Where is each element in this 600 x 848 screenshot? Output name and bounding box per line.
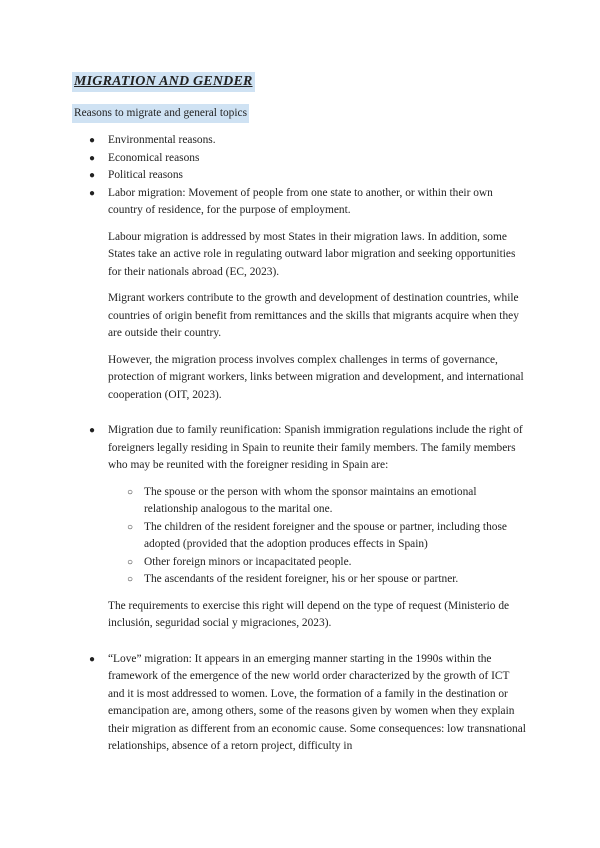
list-item [72,571,528,589]
bullet-icon: ● [89,187,96,199]
list-item [72,185,528,220]
list-item-text: Environmental reasons. [108,134,216,146]
list-item [72,651,528,756]
reasons-list [72,132,528,220]
bullet-icon: ● [89,152,96,164]
list-item-text: “Love” migration: It appears in an emerging manner starting in the 1990s within the framework of the emergence of the new world order characterized by the growth of ICT and it is most addressed to women. Love, the formation of a family in the destination or emancipation are, among others, some of the reasons given by women when they explain their migration as different from an economic cause. Some consequences: low transnational relationships, absence of a retorn project, difficulty in [108,652,526,752]
bullet-icon: ● [89,135,96,146]
paragraph: The requirements to exercise this right will depend on the type of request (Ministerio de inclusión, seguridad social y migraciones, 2023). [108,599,510,629]
sub-bullet-icon: ○ [127,486,134,498]
paragraph: However, the migration process involves complex challenges in terms of governance, protection of migrant workers, links between migration and development, and international cooperation (OIT, 2023). [108,353,524,401]
list-item [72,519,528,554]
love-migration-list [72,651,528,756]
list-item-text: The children of the resident foreigner and the spouse or partner, including those adopted (provided that the adoption produces effects in Spain) [144,520,507,550]
family-list [72,422,528,475]
document-title: MIGRATION AND GENDER [72,72,255,92]
list-item [72,554,528,572]
sub-bullet-icon: ○ [127,556,134,568]
bullet-icon: ● [89,170,96,181]
paragraph: Migrant workers contribute to the growth and development of destination countries, while countries of origin benefit from remittances and the skills that migrants acquire when they are outside their country. [108,292,519,339]
list-item-text: Economical reasons [108,151,200,164]
bullet-icon: ● [89,425,96,436]
list-item-text: The ascendants of the resident foreigner, his or her spouse or partner. [144,573,459,585]
list-item [72,422,528,475]
family-members-list [72,484,528,589]
list-item-text: Other foreign minors or incapacitated people. [144,555,352,568]
section-subtitle: Reasons to migrate and general topics [72,104,249,124]
list-item [72,167,528,185]
list-item [72,150,528,168]
sub-bullet-icon: ○ [127,574,134,585]
sub-bullet-icon: ○ [127,521,134,533]
paragraph: Labour migration is addressed by most States in their migration laws. In addition, some States take an active role in regulating outward labor migration and seeking opportunities for their nationals abroad (EC, 2023). [108,230,516,278]
list-item [72,132,528,150]
bullet-icon: ● [89,653,96,665]
list-item [72,484,528,519]
list-item-text: Political reasons [108,169,183,181]
list-item-text: Labor migration: Movement of people from one state to another, or within their own country of residence, for the purpose of employment. [108,186,493,216]
list-item-text: Migration due to family reunification: Spanish immigration regulations include the right of foreigners legally residing in Spain to reunite their family members. The family members who may be reunited with the foreigner residing in Spain are: [108,424,523,471]
list-item-text: The spouse or the person with whom the sponsor maintains an emotional relationship analogous to the marital one. [144,485,477,515]
